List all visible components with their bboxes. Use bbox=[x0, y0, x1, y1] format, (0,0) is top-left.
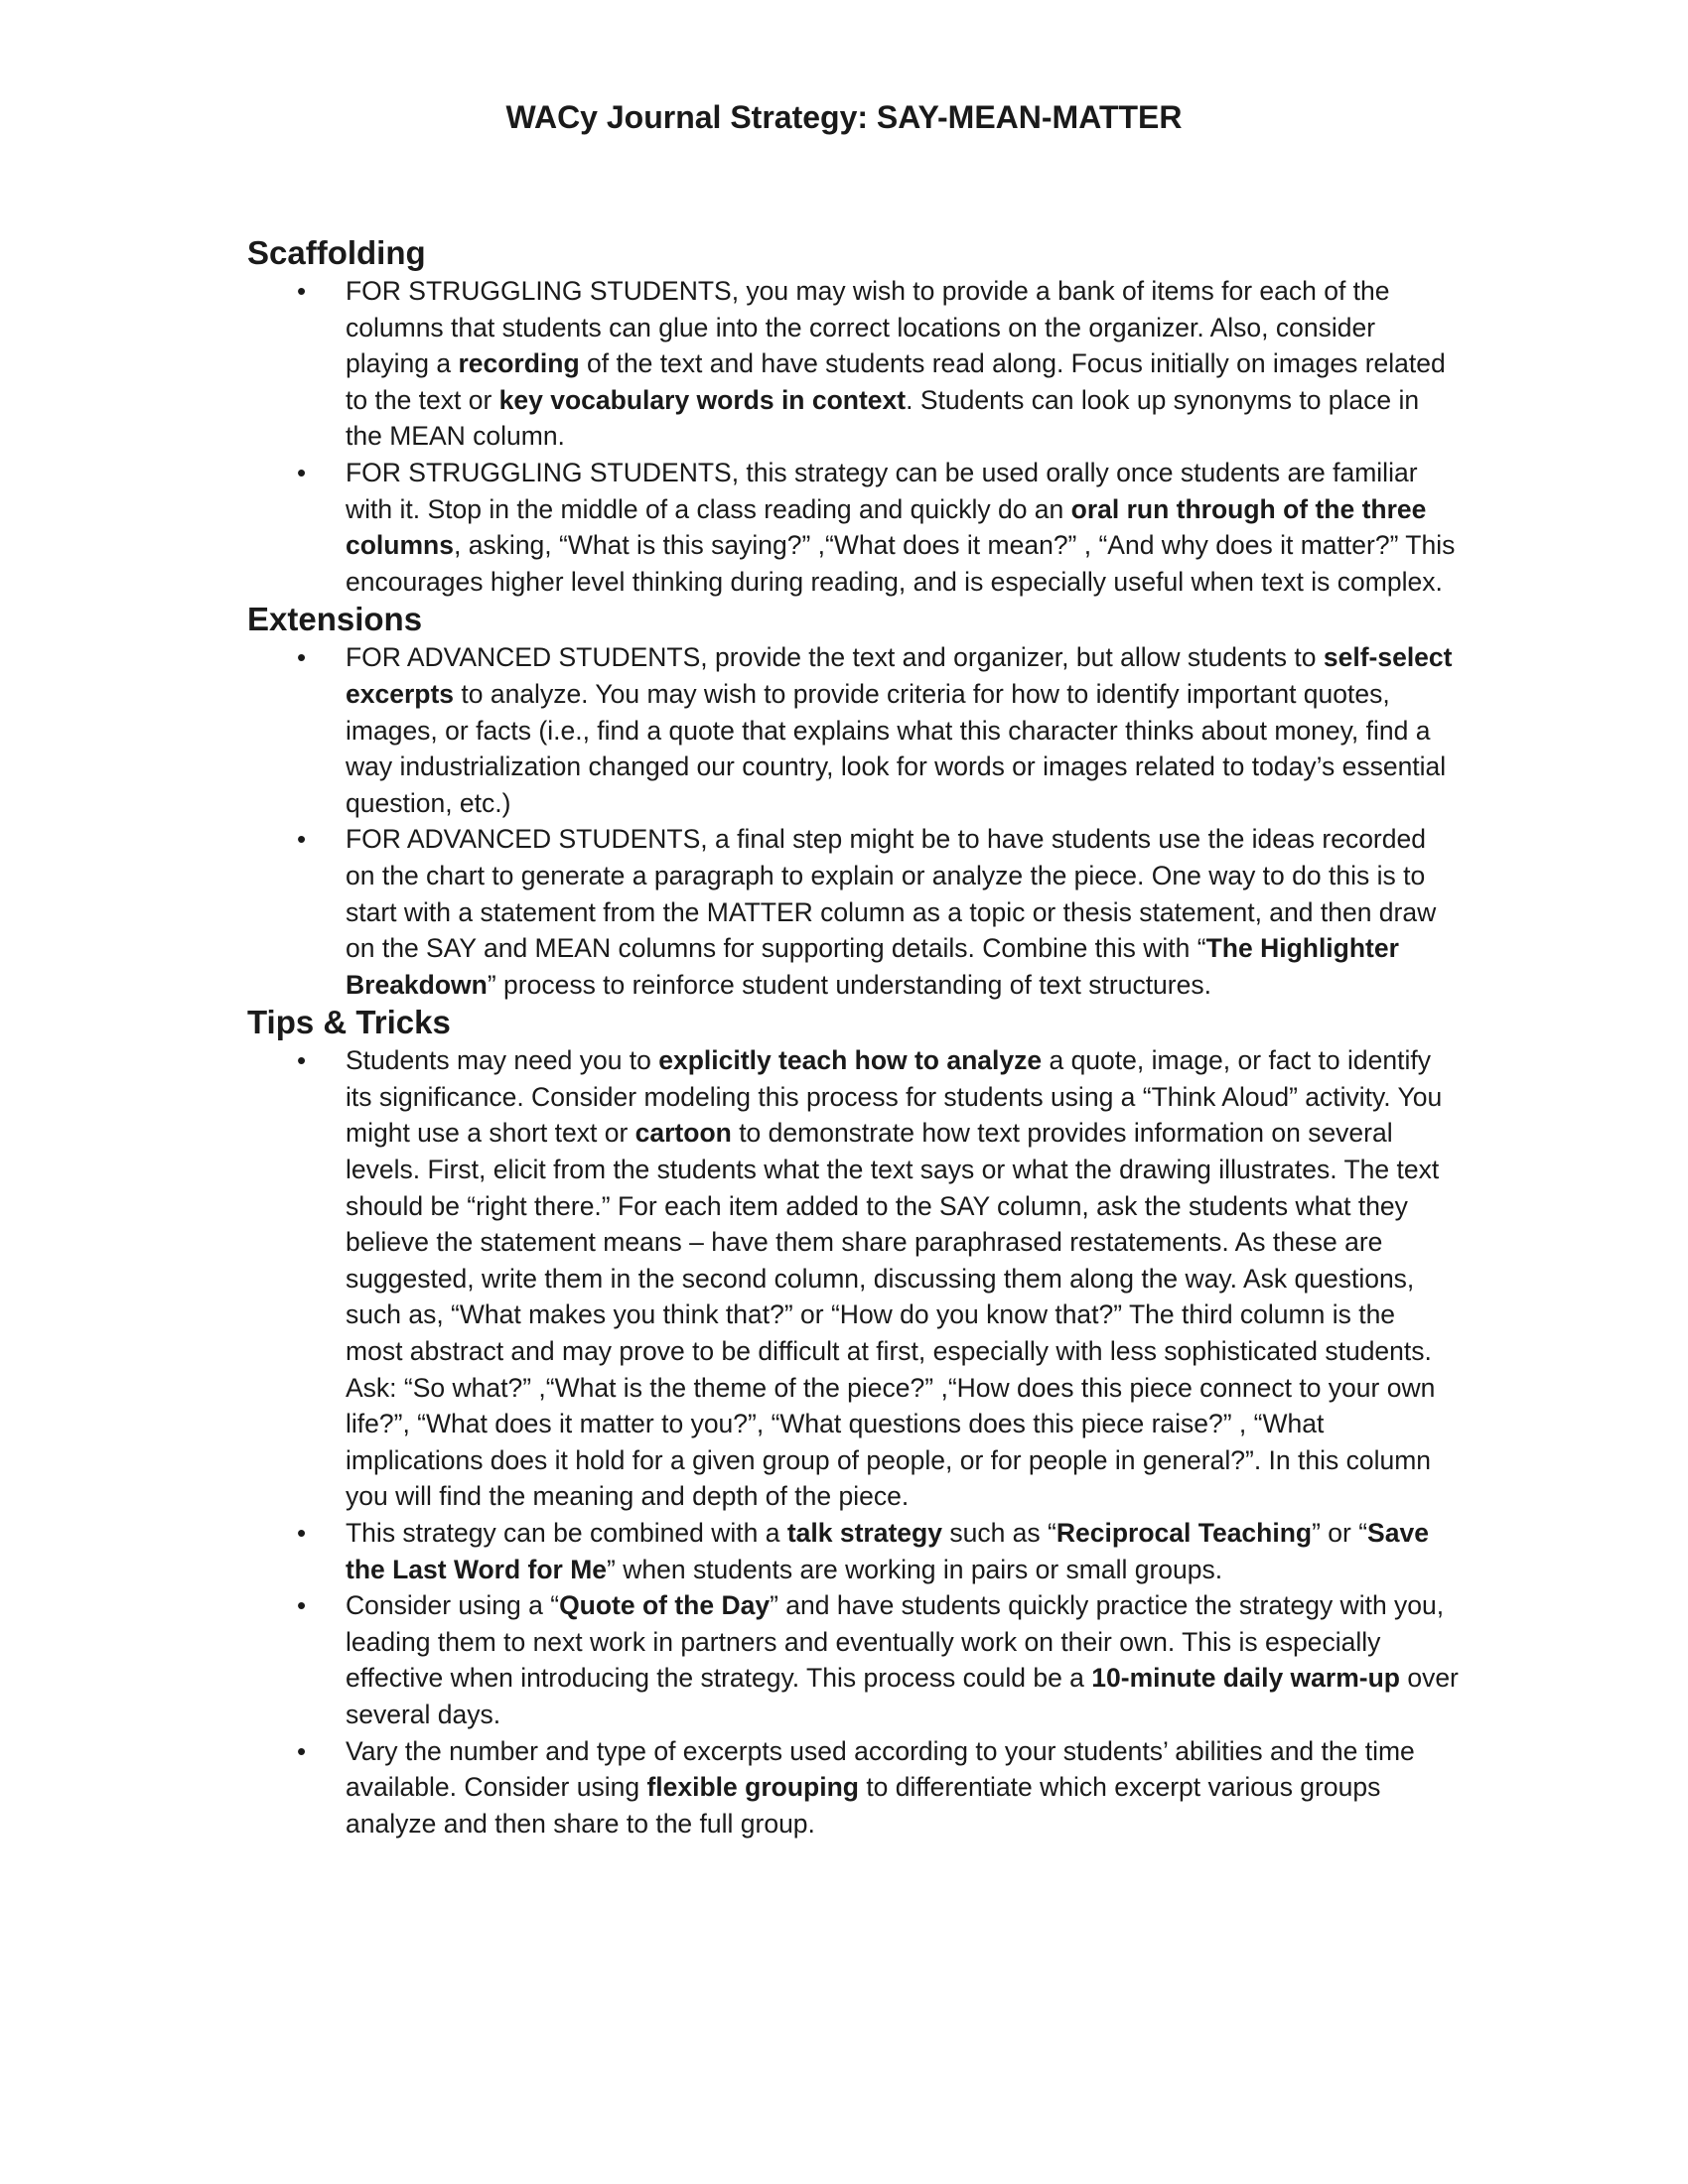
bullet-list bbox=[247, 273, 1459, 600]
section-heading: Scaffolding bbox=[247, 234, 426, 271]
list-item bbox=[247, 1733, 1459, 1843]
emphasis-text: recording bbox=[458, 348, 580, 379]
emphasis-text: Quote of the Day bbox=[559, 1590, 771, 1621]
section-scaffolding bbox=[247, 233, 1459, 600]
list-item bbox=[247, 455, 1459, 600]
bullet-icon: • bbox=[297, 642, 307, 673]
document-title: WACy Journal Strategy: SAY-MEAN-MATTER bbox=[505, 99, 1183, 135]
document-body bbox=[247, 233, 1459, 1842]
emphasis-text: key vocabulary words in context bbox=[498, 384, 907, 415]
bullet-icon: • bbox=[297, 1045, 307, 1076]
list-item bbox=[247, 273, 1459, 455]
list-item bbox=[247, 821, 1459, 1003]
section-extensions bbox=[247, 600, 1459, 1003]
bullet-icon: • bbox=[297, 1735, 307, 1766]
bullet-icon: • bbox=[297, 1590, 307, 1621]
emphasis-text: oral run through of the three columns bbox=[346, 493, 1427, 561]
emphasis-text: talk strategy bbox=[786, 1518, 942, 1548]
bullet-list bbox=[247, 639, 1459, 1003]
list-item-text: FOR ADVANCED STUDENTS, a final step might be to have students use the ideas recorded on the chart to generate a paragraph to explain or analyze the piece. One way to do this is to start with a statement from the MATTER column as a topic or thesis statement, and then draw on the SAY and MEAN columns for supporting details. Combine this with “The Highlighter Breakdown” process to reinforce student understanding of text structures. bbox=[346, 824, 1437, 1000]
list-item-text: Vary the number and type of excerpts used according to your students’ abilities and the time available. Consider using flexible grouping to differentiate which excerpt various groups analyze and then share to the full group. bbox=[346, 1735, 1415, 1839]
emphasis-text: explicitly teach how to analyze bbox=[658, 1045, 1043, 1076]
bullet-icon: • bbox=[297, 457, 307, 487]
bullet-icon: • bbox=[297, 824, 307, 855]
list-item bbox=[247, 1587, 1459, 1732]
bullet-icon: • bbox=[297, 1518, 307, 1548]
list-item-text: This strategy can be combined with a talk strategy such as “Reciprocal Teaching” or “Save the Last Word for Me” when students are working in pairs or small groups. bbox=[346, 1518, 1429, 1584]
section-heading: Extensions bbox=[247, 601, 423, 638]
bullet-list bbox=[247, 1042, 1459, 1842]
emphasis-text: self-select excerpts bbox=[346, 642, 1453, 709]
list-item-text: Students may need you to explicitly teach how to analyze a quote, image, or fact to identify its significance. Consider modeling this process for students using a “Think Aloud” activity. You might use a short text or cartoon to demonstrate how text provides information on several levels. First, elicit from the students what the text says or what the drawing illustrates. The text should be “right there.” For each item added to the SAY column, ask the students what they believe the statement means – have them share paraphrased restatements. As these are suggested, write them in the second column, discussing them along the way. Ask questions, such as, “What makes you think that?” or “How do you know that?” The third column is the most abstract and may prove to be difficult at first, especially with less sophisticated students. Ask: “So what?” ,“What is the theme of the piece?” ,“How does this piece connect to your own life?”, “What does it matter to you?”, “What questions does this piece raise?” , “What implications does it hold for a given group of people, or for people in general?”. In this column you will find the meaning and depth of the piece. bbox=[346, 1045, 1443, 1512]
section-heading: Tips & Tricks bbox=[247, 1004, 451, 1041]
section-tips-and-tricks bbox=[247, 1003, 1459, 1842]
list-item bbox=[247, 1515, 1459, 1587]
list-item-text: FOR STRUGGLING STUDENTS, you may wish to provide a bank of items for each of the columns that students can glue into the correct locations on the organizer. Also, consider playing a recording of the text and have students read along. Focus initially on images related to the text or key vocabulary words in context. Students can look up synonyms to place in the MEAN column. bbox=[346, 276, 1446, 452]
emphasis-text: Save the Last Word for Me bbox=[346, 1518, 1429, 1584]
list-item-text: FOR STRUGGLING STUDENTS, this strategy can be used orally once students are familiar with it. Stop in the middle of a class reading and quickly do an oral run through of the three columns, asking, “What is this saying?” ,“What does it mean?” , “And why does it matter?” This encourages higher level thinking during reading, and is especially useful when text is complex. bbox=[346, 457, 1456, 597]
emphasis-text: The Highlighter Breakdown bbox=[346, 933, 1399, 1000]
emphasis-text: cartoon bbox=[634, 1118, 732, 1149]
list-item-text: Consider using a “Quote of the Day” and have students quickly practice the strategy with you, leading them to next work in partners and eventually work on their own. This is especially effective when introducing the strategy. This process could be a 10-minute daily warm-up over several days. bbox=[346, 1590, 1459, 1729]
emphasis-text: Reciprocal Teaching bbox=[1055, 1518, 1313, 1548]
emphasis-text: 10-minute daily warm-up bbox=[1091, 1663, 1400, 1694]
emphasis-text: flexible grouping bbox=[646, 1772, 859, 1803]
bullet-icon: • bbox=[297, 276, 307, 306]
list-item-text: FOR ADVANCED STUDENTS, provide the text and organizer, but allow students to self-select excerpts to analyze. You may wish to provide criteria for how to identify important quotes, images, or facts (i.e., find a quote that explains what this character thinks about money, find a way industrialization changed our country, look for words or images related to today’s essential question, etc.) bbox=[346, 642, 1453, 818]
list-item bbox=[247, 1042, 1459, 1515]
list-item bbox=[247, 639, 1459, 821]
